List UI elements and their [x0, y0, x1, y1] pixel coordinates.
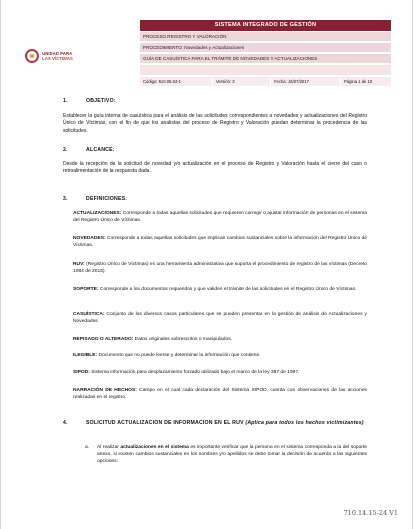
definition-item	[73, 286, 367, 293]
definition-term: ACTUALIZACIONES:	[73, 211, 122, 216]
section-2-number: 2.	[63, 147, 68, 153]
objective-text: Establecer la guía interna de casuística para el análisis de las solicitudes correspondientes a novedades y actualizaciones del Registro Único de Víctimas, con el fin de que los analistas del proceso de Registro y Valoración puedan determinar la procedencia de las solicitudes.	[63, 113, 367, 134]
section-2-title: ALCANCE:	[86, 147, 115, 153]
logo-text	[42, 51, 73, 61]
subitem-body: es importante verificar que la persona en el sistema corresponda a la del soporte anexo, si existen cambios sustanciales en los nombres y/o apellidos se debe tomar la decisión de acuerdo a las siguientes opciones:	[97, 445, 368, 465]
definition-text: Corresponde a todas aquellas solicitudes que implican cambios sustanciales sobre la información del Registro Único de Víctimas.	[73, 236, 367, 249]
section-3-title: DEFINICIONES:	[86, 196, 128, 202]
definition-term: ILEGIBLE:	[73, 353, 98, 358]
section-1-number: 1.	[63, 98, 68, 104]
process-name: PROCESO REGISTRO Y VALORACIÓN	[140, 32, 391, 42]
definition-term: NOVEDADES:	[73, 236, 106, 241]
section-4-number: 4.	[63, 420, 68, 426]
logo-line-2: LAS VÍCTIMAS	[42, 56, 73, 61]
definition-term: SOPORTE:	[73, 287, 99, 292]
footer-code: 710.14.15-24 V1	[343, 509, 398, 517]
subitem-lead: Al realizar	[97, 445, 121, 450]
definition-item	[73, 235, 367, 249]
definition-term: RUV:	[73, 262, 85, 267]
definition-term: REPISADO O ALTERADO:	[73, 337, 134, 342]
definition-text: (Registro Único de Víctimas) es una herramienta administrativa que soporta el procedimiento de registro de las víctimas (Decreto 1084 de 2015).	[73, 262, 367, 275]
document-meta	[140, 77, 391, 86]
subitem-letter: a.	[85, 445, 90, 450]
seal-icon	[25, 49, 39, 63]
definition-text: Datos originales sobrescritos o manipulados.	[133, 337, 233, 342]
definition-item	[73, 369, 367, 376]
definition-text: Campo en el cual cada declaración del Sistema SIPOD, cuenta con observaciones de las acciones realizadas en el registro.	[73, 388, 367, 401]
organization-logo	[11, 31, 87, 81]
section-4-title-text: SOLICITUD ACTUALIZACION DE INFORMACION EN EL RUV	[86, 420, 244, 426]
definition-text: Conjunto de los diversos casos particulares que se pueden presentar en la gestión de análisis de Actualizaciones y Novedades	[73, 312, 367, 325]
definition-term: CASUÍSTICA:	[73, 312, 105, 317]
definition-item	[73, 336, 367, 343]
scope-text: Desde la recepción de la solicitud de novedad y/o actualización en el proceso de Registro y Valoración hasta el cierre del caso o retroalimentación de la respuesta dada.	[63, 161, 367, 175]
definition-text: Corresponde a los documentos requeridos y que validen el trámite de las solicitudes en el Registro Único de Víctimas.	[98, 287, 357, 292]
subitem-text	[97, 444, 367, 465]
definition-text: Sistema información para desplazamiento forzado utilizado bajo el marco de la ley 387 de 1997.	[89, 370, 300, 375]
document-version: Versión: 3	[213, 77, 271, 86]
page-number: Página 1 de 10	[344, 79, 373, 84]
definition-item	[73, 261, 367, 275]
section-4-title	[86, 420, 368, 427]
definition-text: Corresponde a todas aquellas solicitudes que requieren corregir o ajustar información de personas en el sistema del Registro Único de Víctimas.	[73, 211, 367, 224]
definition-item	[73, 387, 367, 401]
definition-text: Documento que no puede leerse y determinar la información que contiene.	[97, 353, 261, 358]
guide-title: GUÍA DE CASUÍSTICA PARA EL TRÁMITE DE NOVEDADES Y ACTUALIZACIONES	[140, 54, 391, 64]
definition-term: SIPOD:	[73, 370, 90, 375]
definition-term: NARRACIÓN DE HECHOS:	[73, 388, 137, 393]
document-date: Fecha: 16/07/2017	[271, 77, 341, 86]
definition-item	[73, 311, 367, 325]
header-blank-row	[140, 65, 391, 76]
procedure-name: PROCEDIMIENTO: Novedades y Actualizaciones	[140, 43, 391, 53]
logo-line-1: UNIDAD PARA	[42, 51, 73, 56]
section-3-number: 3.	[63, 196, 68, 202]
section-4-title-note: (Aplica para todos los hechos victimizantes)	[245, 420, 364, 426]
definition-item	[73, 352, 367, 359]
system-title: SISTEMA INTEGRADO DE GESTIÓN	[140, 20, 391, 31]
definition-item	[73, 210, 367, 224]
subitem-bold: actualizaciones en el sistema	[120, 445, 189, 450]
section-1-title: OBJETIVO:	[86, 98, 116, 104]
document-code: Código: 510.05.04-1	[140, 77, 213, 86]
